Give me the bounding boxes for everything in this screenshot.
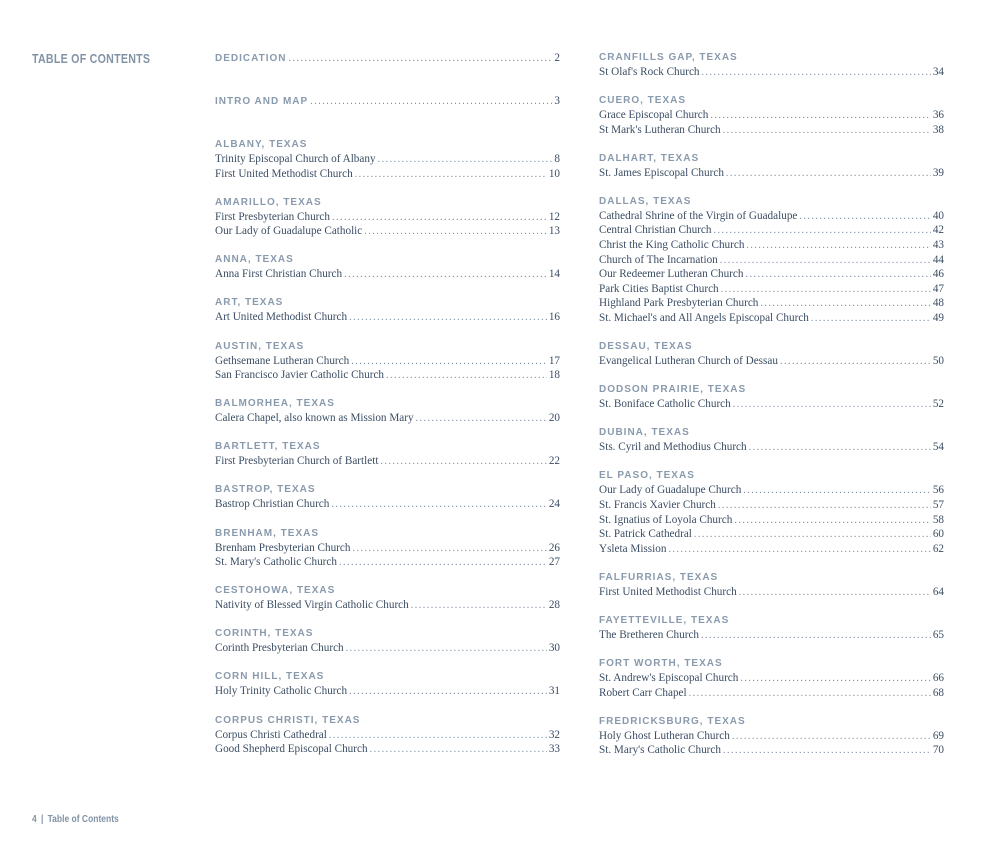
page-number: 54 bbox=[932, 441, 944, 454]
dot-leader bbox=[745, 268, 930, 283]
footer-separator: | bbox=[40, 814, 44, 825]
toc-section bbox=[215, 584, 560, 613]
toc-entry[interactable] bbox=[599, 65, 944, 80]
section-heading: DALHART, TEXAS bbox=[599, 152, 700, 164]
entry-title: Anna First Christian Church bbox=[215, 268, 343, 281]
dot-leader bbox=[329, 729, 547, 744]
page-number: 32 bbox=[548, 728, 560, 741]
entry-title: Corinth Presbyterian Church bbox=[215, 642, 344, 655]
page-number: 28 bbox=[548, 599, 560, 612]
page-number: 57 bbox=[932, 499, 944, 511]
section-heading: DESSAU, TEXAS bbox=[599, 341, 693, 353]
dot-leader bbox=[702, 66, 931, 81]
section-heading: DUBINA, TEXAS bbox=[599, 427, 690, 439]
section-heading: FALFURRIAS, TEXAS bbox=[599, 571, 719, 583]
page-number: 69 bbox=[932, 729, 944, 742]
section-heading: BARTLETT, TEXAS bbox=[215, 441, 321, 453]
toc-entry[interactable] bbox=[215, 497, 560, 512]
entry-title: St. Andrew's Episcopal Church bbox=[599, 672, 739, 685]
dot-leader bbox=[723, 744, 931, 759]
page-number: 20 bbox=[548, 412, 560, 425]
toc-entry[interactable] bbox=[215, 541, 560, 556]
toc-entry[interactable] bbox=[599, 498, 944, 513]
entry-title: Park Cities Baptist Church bbox=[599, 282, 719, 295]
section-heading: AMARILLO, TEXAS bbox=[215, 196, 322, 208]
page-number: 39 bbox=[932, 166, 944, 179]
page-number: 40 bbox=[932, 209, 944, 222]
entry-title: Trinity Episcopal Church of Albany bbox=[215, 153, 376, 165]
entry-title: St. Michael's and All Angels Episcopal Church bbox=[599, 312, 809, 325]
toc-entry[interactable] bbox=[599, 238, 944, 253]
dot-leader bbox=[732, 730, 931, 745]
dot-leader bbox=[689, 687, 931, 702]
entry-title: Corpus Christi Cathedral bbox=[215, 728, 327, 741]
dot-leader bbox=[710, 109, 930, 124]
front-matter-label: DEDICATION bbox=[215, 53, 287, 64]
toc-entry[interactable] bbox=[599, 397, 944, 412]
dot-leader bbox=[346, 642, 547, 657]
entry-title: First Presbyterian Church of Bartlett bbox=[215, 455, 379, 468]
section-heading: FORT WORTH, TEXAS bbox=[599, 658, 723, 670]
page-number: 56 bbox=[932, 484, 944, 497]
dot-leader bbox=[743, 484, 931, 499]
page-number: 8 bbox=[554, 153, 560, 165]
entry-title: Cathedral Shrine of the Virgin of Guadalupe bbox=[599, 209, 798, 222]
toc-entry[interactable] bbox=[599, 282, 944, 297]
page-number: 17 bbox=[548, 354, 560, 367]
entry-title: Good Shepherd Episcopal Church bbox=[215, 743, 368, 756]
toc-entry[interactable] bbox=[215, 310, 560, 325]
page-number: 33 bbox=[548, 743, 560, 756]
entry-title: Our Lady of Guadalupe Church bbox=[599, 484, 742, 497]
entry-title: Our Redeemer Lutheran Church bbox=[599, 268, 744, 281]
toc-entry[interactable] bbox=[599, 311, 944, 326]
footer-label: Table of Contents bbox=[47, 814, 119, 825]
toc-section bbox=[599, 383, 944, 412]
page-number: 50 bbox=[932, 355, 944, 368]
entry-title: St Olaf's Rock Church bbox=[599, 66, 700, 78]
toc-section bbox=[599, 715, 944, 758]
entry-title: St. Francis Xavier Church bbox=[599, 499, 716, 511]
section-heading: FREDRICKSBURG, TEXAS bbox=[599, 715, 746, 727]
page-number: 24 bbox=[548, 498, 560, 511]
toc-entry[interactable] bbox=[599, 527, 944, 542]
dot-leader bbox=[351, 355, 547, 370]
section-heading: ART, TEXAS bbox=[215, 297, 284, 309]
page-number: 36 bbox=[932, 109, 944, 122]
toc-entry[interactable] bbox=[599, 628, 944, 643]
toc-section bbox=[599, 152, 944, 181]
entry-title: First United Methodist Church bbox=[599, 585, 737, 598]
footer-page-number: 4 bbox=[32, 814, 37, 825]
entry-title: Bastrop Christian Church bbox=[215, 498, 330, 511]
toc-right-column bbox=[599, 51, 944, 758]
toc-section bbox=[215, 296, 560, 325]
dot-leader bbox=[339, 556, 547, 571]
section-heading: CUERO, TEXAS bbox=[599, 95, 687, 107]
entry-title: St. James Episcopal Church bbox=[599, 166, 724, 179]
dot-leader bbox=[411, 599, 547, 614]
page-number: 18 bbox=[548, 369, 560, 382]
page-number: 10 bbox=[548, 167, 560, 180]
entry-title: Brenham Presbyterian Church bbox=[215, 541, 351, 554]
entry-title: Highland Park Presbyterian Church bbox=[599, 297, 759, 310]
toc-entry[interactable] bbox=[215, 210, 560, 225]
entry-title: Nativity of Blessed Virgin Catholic Church bbox=[215, 599, 409, 612]
toc-entry[interactable] bbox=[599, 686, 944, 701]
section-heading: AUSTIN, TEXAS bbox=[215, 340, 305, 352]
page-number: 38 bbox=[932, 123, 944, 136]
dot-leader bbox=[352, 542, 546, 557]
toc-entry[interactable] bbox=[599, 483, 944, 498]
toc-section bbox=[599, 340, 944, 369]
section-heading: BASTROP, TEXAS bbox=[215, 484, 316, 496]
dot-leader bbox=[349, 685, 547, 700]
page-number: 68 bbox=[932, 686, 944, 699]
entry-title: Christ the King Catholic Church bbox=[599, 239, 745, 252]
entry-title: Grace Episcopal Church bbox=[599, 109, 709, 122]
page-number: 12 bbox=[548, 210, 560, 223]
toc-entry[interactable] bbox=[215, 411, 560, 426]
toc-front-matter-item[interactable] bbox=[215, 94, 560, 108]
entry-title: St. Mary's Catholic Church bbox=[215, 556, 337, 569]
toc-entry[interactable] bbox=[215, 454, 560, 469]
entry-title: Central Christian Church bbox=[599, 224, 712, 237]
section-heading: CESTOHOWA, TEXAS bbox=[215, 585, 336, 597]
entry-title: St. Ignatius of Loyola Church bbox=[599, 513, 733, 526]
entry-title: St. Boniface Catholic Church bbox=[599, 398, 731, 411]
toc-entry[interactable] bbox=[599, 440, 944, 455]
entry-title: St. Mary's Catholic Church bbox=[599, 744, 721, 757]
toc-right-sections bbox=[599, 51, 944, 758]
dot-leader bbox=[740, 672, 930, 687]
entry-title: Robert Carr Chapel bbox=[599, 686, 687, 699]
toc-entry[interactable] bbox=[215, 224, 560, 239]
toc-section bbox=[215, 397, 560, 426]
page-number: 31 bbox=[548, 685, 560, 698]
dot-leader bbox=[416, 412, 547, 427]
toc-section bbox=[599, 614, 944, 643]
section-heading: CRANFILLS GAP, TEXAS bbox=[599, 52, 738, 63]
entry-title: Evangelical Lutheran Church of Dessau bbox=[599, 355, 778, 368]
page-number: 27 bbox=[548, 556, 560, 569]
toc-section bbox=[599, 426, 944, 455]
page-number: 2 bbox=[554, 52, 560, 64]
section-heading: BRENHAM, TEXAS bbox=[215, 527, 320, 539]
page-number: 49 bbox=[932, 312, 944, 325]
page-number: 42 bbox=[932, 224, 944, 237]
entry-title: Holy Ghost Lutheran Church bbox=[599, 729, 730, 742]
toc-section bbox=[215, 527, 560, 570]
toc-entry[interactable] bbox=[599, 166, 944, 181]
toc-section bbox=[599, 657, 944, 700]
entry-title: First United Methodist Church bbox=[215, 167, 353, 180]
toc-entry[interactable] bbox=[599, 253, 944, 268]
toc-entry[interactable] bbox=[215, 354, 560, 369]
dot-leader bbox=[364, 225, 547, 240]
dot-leader bbox=[668, 543, 930, 558]
page-number: 47 bbox=[932, 282, 944, 295]
toc-entry[interactable] bbox=[215, 684, 560, 699]
dot-leader bbox=[288, 52, 552, 66]
toc-entry[interactable] bbox=[599, 671, 944, 686]
section-heading: EL PASO, TEXAS bbox=[599, 470, 695, 482]
page-number: 3 bbox=[554, 95, 560, 107]
dot-leader bbox=[726, 167, 931, 182]
toc-entry[interactable] bbox=[599, 542, 944, 557]
toc-entry[interactable] bbox=[215, 641, 560, 656]
page-number: 65 bbox=[932, 628, 944, 641]
toc-entry[interactable] bbox=[215, 267, 560, 282]
dot-leader bbox=[370, 743, 547, 758]
page-number: 26 bbox=[548, 541, 560, 554]
toc-entry[interactable] bbox=[599, 354, 944, 369]
section-heading: FAYETTEVILLE, TEXAS bbox=[599, 614, 730, 626]
entry-title: First Presbyterian Church bbox=[215, 210, 330, 223]
page-number: 16 bbox=[548, 311, 560, 324]
toc-entry[interactable] bbox=[215, 555, 560, 570]
toc-section bbox=[215, 440, 560, 469]
toc-left-sections bbox=[215, 138, 560, 757]
section-heading: BALMORHEA, TEXAS bbox=[215, 398, 335, 410]
dot-leader bbox=[780, 355, 931, 370]
dot-leader bbox=[749, 441, 931, 456]
dot-leader bbox=[378, 153, 553, 168]
toc-section bbox=[215, 483, 560, 512]
toc-entry[interactable] bbox=[599, 123, 944, 138]
toc-entry[interactable] bbox=[215, 368, 560, 383]
dot-leader bbox=[723, 124, 931, 139]
entry-title: The Bretheren Church bbox=[599, 628, 700, 641]
page-number: 13 bbox=[548, 225, 560, 238]
dot-leader bbox=[746, 239, 930, 254]
toc-entry[interactable] bbox=[599, 513, 944, 528]
toc-entry[interactable] bbox=[599, 267, 944, 282]
page-number: 22 bbox=[548, 455, 560, 468]
entry-title: Art United Methodist Church bbox=[215, 311, 348, 324]
toc-section bbox=[599, 571, 944, 600]
toc-section bbox=[215, 670, 560, 699]
toc-section bbox=[215, 340, 560, 383]
toc-section bbox=[215, 196, 560, 239]
page-number: 66 bbox=[932, 672, 944, 685]
section-heading: DODSON PRAIRIE, TEXAS bbox=[599, 384, 747, 396]
section-heading: ALBANY, TEXAS bbox=[215, 139, 308, 150]
dot-leader bbox=[331, 498, 546, 513]
dot-leader bbox=[380, 455, 546, 470]
dot-leader bbox=[739, 586, 931, 601]
toc-entry[interactable] bbox=[215, 152, 560, 167]
section-heading: ANNA, TEXAS bbox=[215, 254, 294, 266]
dot-leader bbox=[386, 369, 547, 384]
section-heading: DALLAS, TEXAS bbox=[599, 195, 692, 207]
page-number: 43 bbox=[932, 239, 944, 252]
front-matter-label: INTRO AND MAP bbox=[215, 96, 309, 107]
entry-title: Church of The Incarnation bbox=[599, 253, 718, 266]
dot-leader bbox=[760, 297, 930, 312]
toc-entry[interactable] bbox=[215, 598, 560, 613]
dot-leader bbox=[713, 224, 930, 239]
toc-section bbox=[599, 51, 944, 80]
toc-entry[interactable] bbox=[215, 728, 560, 743]
entry-title: Our Lady of Guadalupe Catholic bbox=[215, 225, 363, 238]
section-heading: CORINTH, TEXAS bbox=[215, 628, 314, 640]
entry-title: Calera Chapel, also known as Mission Mary bbox=[215, 412, 414, 425]
dot-leader bbox=[332, 211, 547, 226]
page-number: 30 bbox=[548, 642, 560, 655]
entry-title: St. Patrick Cathedral bbox=[599, 528, 692, 541]
dot-leader bbox=[799, 210, 930, 225]
page-number: 44 bbox=[932, 253, 944, 266]
dot-leader bbox=[734, 514, 931, 529]
dot-leader bbox=[694, 528, 931, 543]
entry-title: Gethsemane Lutheran Church bbox=[215, 354, 350, 367]
toc-entry[interactable] bbox=[599, 729, 944, 744]
toc-entry[interactable] bbox=[599, 223, 944, 238]
page-number: 62 bbox=[932, 542, 944, 555]
page-number: 46 bbox=[932, 268, 944, 281]
toc-entry[interactable] bbox=[215, 167, 560, 182]
page-number: 60 bbox=[932, 528, 944, 541]
entry-title: Ysleta Mission bbox=[599, 542, 667, 555]
toc-front-matter-item[interactable] bbox=[215, 51, 560, 65]
dot-leader bbox=[310, 95, 552, 109]
toc-section bbox=[215, 138, 560, 181]
dot-leader bbox=[811, 312, 931, 327]
dot-leader bbox=[355, 168, 547, 183]
section-heading: CORPUS CHRISTI, TEXAS bbox=[215, 714, 361, 726]
toc-section bbox=[599, 469, 944, 556]
dot-leader bbox=[718, 499, 931, 514]
dot-leader bbox=[701, 629, 931, 644]
page-footer bbox=[32, 814, 119, 825]
toc-entry[interactable] bbox=[599, 209, 944, 224]
entry-title: Holy Trinity Catholic Church bbox=[215, 685, 348, 698]
dot-leader bbox=[721, 283, 931, 298]
page-title: TABLE OF CONTENTS bbox=[32, 51, 151, 66]
dot-leader bbox=[349, 311, 547, 326]
toc-entry[interactable] bbox=[599, 585, 944, 600]
entry-title: San Francisco Javier Catholic Church bbox=[215, 369, 385, 382]
page-number: 52 bbox=[932, 398, 944, 411]
toc-section bbox=[599, 195, 944, 326]
page-number: 58 bbox=[932, 513, 944, 526]
dot-leader bbox=[733, 398, 931, 413]
page-number: 14 bbox=[548, 268, 560, 281]
toc-left-column bbox=[215, 51, 560, 757]
entry-title: Sts. Cyril and Methodius Church bbox=[599, 441, 747, 454]
toc-section bbox=[215, 627, 560, 656]
toc-entry[interactable] bbox=[599, 743, 944, 758]
toc-entry[interactable] bbox=[599, 296, 944, 311]
page-number: 34 bbox=[932, 66, 944, 78]
dot-leader bbox=[344, 268, 547, 283]
toc-section bbox=[215, 253, 560, 282]
section-heading: CORN HILL, TEXAS bbox=[215, 671, 325, 683]
toc-section bbox=[215, 714, 560, 757]
page-number: 64 bbox=[932, 585, 944, 598]
entry-title: St Mark's Lutheran Church bbox=[599, 123, 721, 136]
dot-leader bbox=[720, 254, 931, 269]
page-number: 70 bbox=[932, 744, 944, 757]
page-number: 48 bbox=[932, 297, 944, 310]
toc-section bbox=[599, 94, 944, 137]
toc-entry[interactable] bbox=[599, 108, 944, 123]
toc-entry[interactable] bbox=[215, 742, 560, 757]
